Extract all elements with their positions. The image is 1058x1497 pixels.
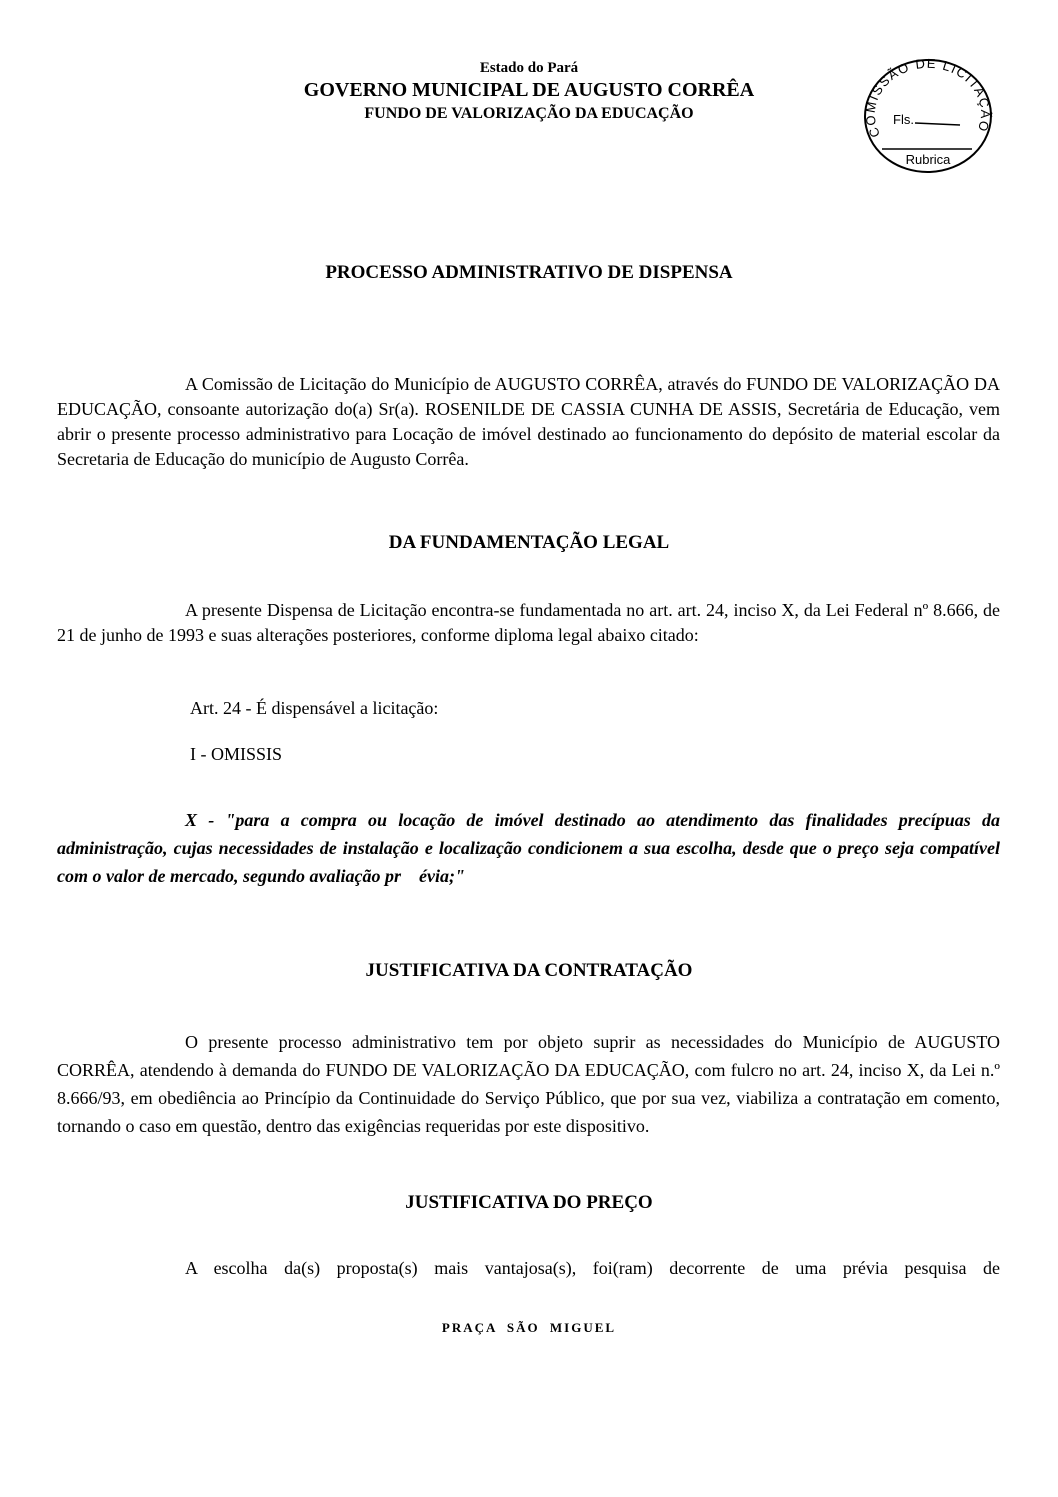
omissis-line: I - OMISSIS xyxy=(190,744,283,764)
letterhead-department: FUNDO DE VALORIZAÇÃO DA EDUCAÇÃO xyxy=(364,105,694,122)
contratacao-paragraph: O presente processo administrativo tem por objeto suprir as necessidades do Município de AUGUSTO CORRÊA, atendendo à demanda do FUNDO DE VALORIZAÇÃO DA EDUCAÇÃO, com fulcro no art. 24, inciso X, da Lei n.º 8.666/93, em obediência ao Princípio da Continuidade do Serviço Público, que por sua vez, viabiliza a contratação em comento, tornando o caso em questão, dentro das exigências requeridas por este dispositivo. xyxy=(57,1032,1000,1136)
section-heading-fundamentacao-legal: DA FUNDAMENTAÇÃO LEGAL xyxy=(388,532,670,553)
legal-basis-paragraph: A presente Dispensa de Licitação encontra-se fundamentada no art. art. 24, inciso X, da Lei Federal nº 8.666, de 21 de junho de 1993 e suas alterações posteriores, conforme diploma legal abaixo citado: xyxy=(57,600,1000,645)
stamp-rubrica-label: Rubrica xyxy=(905,152,951,167)
letterhead-government: GOVERNO MUNICIPAL DE AUGUSTO CORRÊA xyxy=(303,79,755,101)
footer-address: PRAÇA SÃO MIGUEL xyxy=(441,1320,617,1335)
preco-paragraph: A escolha da(s) proposta(s) mais vantajosa(s), foi(ram) decorrente de uma prévia pesquisa de xyxy=(185,1258,1000,1278)
stamp-arc-text: COMISSÃO DE LICITAÇÃO xyxy=(862,55,994,140)
stamp-fls-blank-line xyxy=(915,123,960,125)
section-heading-justificativa-contratacao: JUSTIFICATIVA DA CONTRATAÇÃO xyxy=(365,960,693,981)
intro-paragraph: A Comissão de Licitação do Município de AUGUSTO CORRÊA, através do FUNDO DE VALORIZAÇÃO DA EDUCAÇÃO, consoante autorização do(a) Sr(a). ROSENILDE DE CASSIA CUNHA DE ASSIS, Secretária de Educação, vem abrir o presente processo administrativo para Locação de imóvel destinado ao funcionamento do depósito de material escolar da Secretaria de Educação do município de Augusto Corrêa. xyxy=(57,374,1000,469)
article-24-line: Art. 24 - É dispensável a licitação: xyxy=(190,698,439,718)
letterhead-state: Estado do Pará xyxy=(479,60,579,76)
section-heading-justificativa-preco: JUSTIFICATIVA DO PREÇO xyxy=(405,1192,653,1213)
stamp-fls-label: Fls. xyxy=(893,112,914,127)
commission-stamp xyxy=(858,54,998,184)
stamp-seal-graphic xyxy=(858,54,998,184)
document-title: PROCESSO ADMINISTRATIVO DE DISPENSA xyxy=(325,262,733,283)
legal-quote-inciso-x: X - "para a compra ou locação de imóvel destinado ao atendimento das finalidades precípuas da administração, cujas necessidades de instalação e localização condicionem a sua escolha, desde que o preço seja compatível com o valor de mercado, segundo avaliação pr évia;" xyxy=(57,810,1000,886)
